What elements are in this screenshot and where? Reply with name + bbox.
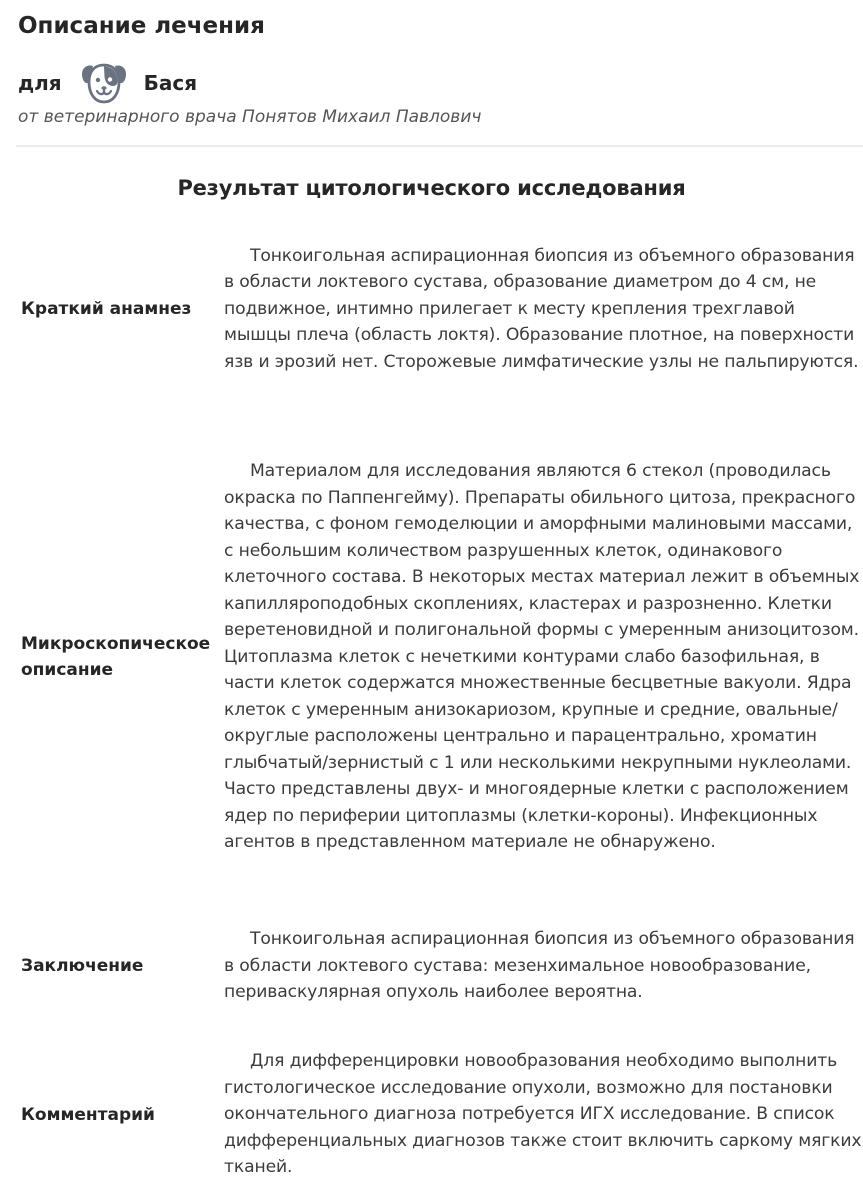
row-label: Комментарий [21, 1104, 155, 1125]
patient-row [18, 60, 197, 106]
row-label: Краткий анамнез [21, 299, 192, 319]
row-value: Материалом для исследования являются 6 стекол (проводилась окраска по Паппенгейму). Препараты обильного цитоза, прекрасного качества, с фоном гемоделюции и аморфными малиновыми массами, с небольшим количеством разрушенных клеток, одинакового клеточного состава. В некоторых местах материал лежит в объемных капилляроподобных скоплениях, кластерах и разрозненно. Клетки веретеновидной и полигональной формы с умеренным анизоцитозом. Цитоплазма клеток с нечеткими контурами слабо базофильная, в части клеток содержатся множественные бесцветные вакуоли. Ядра клеток с умеренным анизокариозом, крупные и средние, овальные/округлые расположены центрально и парацентрально, хроматин глыбчатый/зернистый с 1 или несколькими некрупными нуклеолами. Часто представлены двух- и многоядерные клетки с расположением ядер по периферии цитоплазмы (клетки-короны). Инфекционных агентов в представленном материале не обнаружено. [224, 461, 860, 853]
report-row-microscopy [0, 429, 863, 885]
divider [16, 145, 863, 147]
for-label: для [18, 71, 62, 95]
report-row-anamnesis [0, 229, 863, 389]
report-row-conclusion [0, 925, 863, 1007]
vet-attribution: от ветеринарного врача Понятов Михаил Павлович [18, 107, 482, 127]
report-row-comment [0, 1047, 863, 1182]
row-label: Микроскопическое описание [21, 634, 211, 680]
row-label: Заключение [21, 956, 144, 976]
pet-name: Бася [143, 71, 198, 95]
report-title: Результат цитологического исследования [177, 176, 686, 200]
page-title: Описание лечения [18, 13, 265, 39]
row-value: Тонкоигольная аспирационная биопсия из объемного образования в области локтевого сустава, образование диаметром до 4 см, не подвижное, интимно прилегает к месту крепления трехглавой мышцы плеча (область локтя). Образование плотное, на поверхности язв и эрозий нет. Сторожевые лимфатические узлы не пальпируются. [224, 245, 859, 372]
row-value: Тонкоигольная аспирационная биопсия из объемного образования в области локтевого сустава: мезенхимальное новообразование, периваскулярная опухоль наиболее вероятна. [224, 929, 855, 1003]
row-value: Для дифференцировки новообразования необходимо выполнить гистологическое исследование опухоли, возможно для постановки окончательного диагноза потребуется ИГХ исследование. В список дифференциальных диагнозов также стоит включить саркому мягких тканей. [224, 1051, 862, 1178]
dog-face-icon [80, 60, 128, 106]
